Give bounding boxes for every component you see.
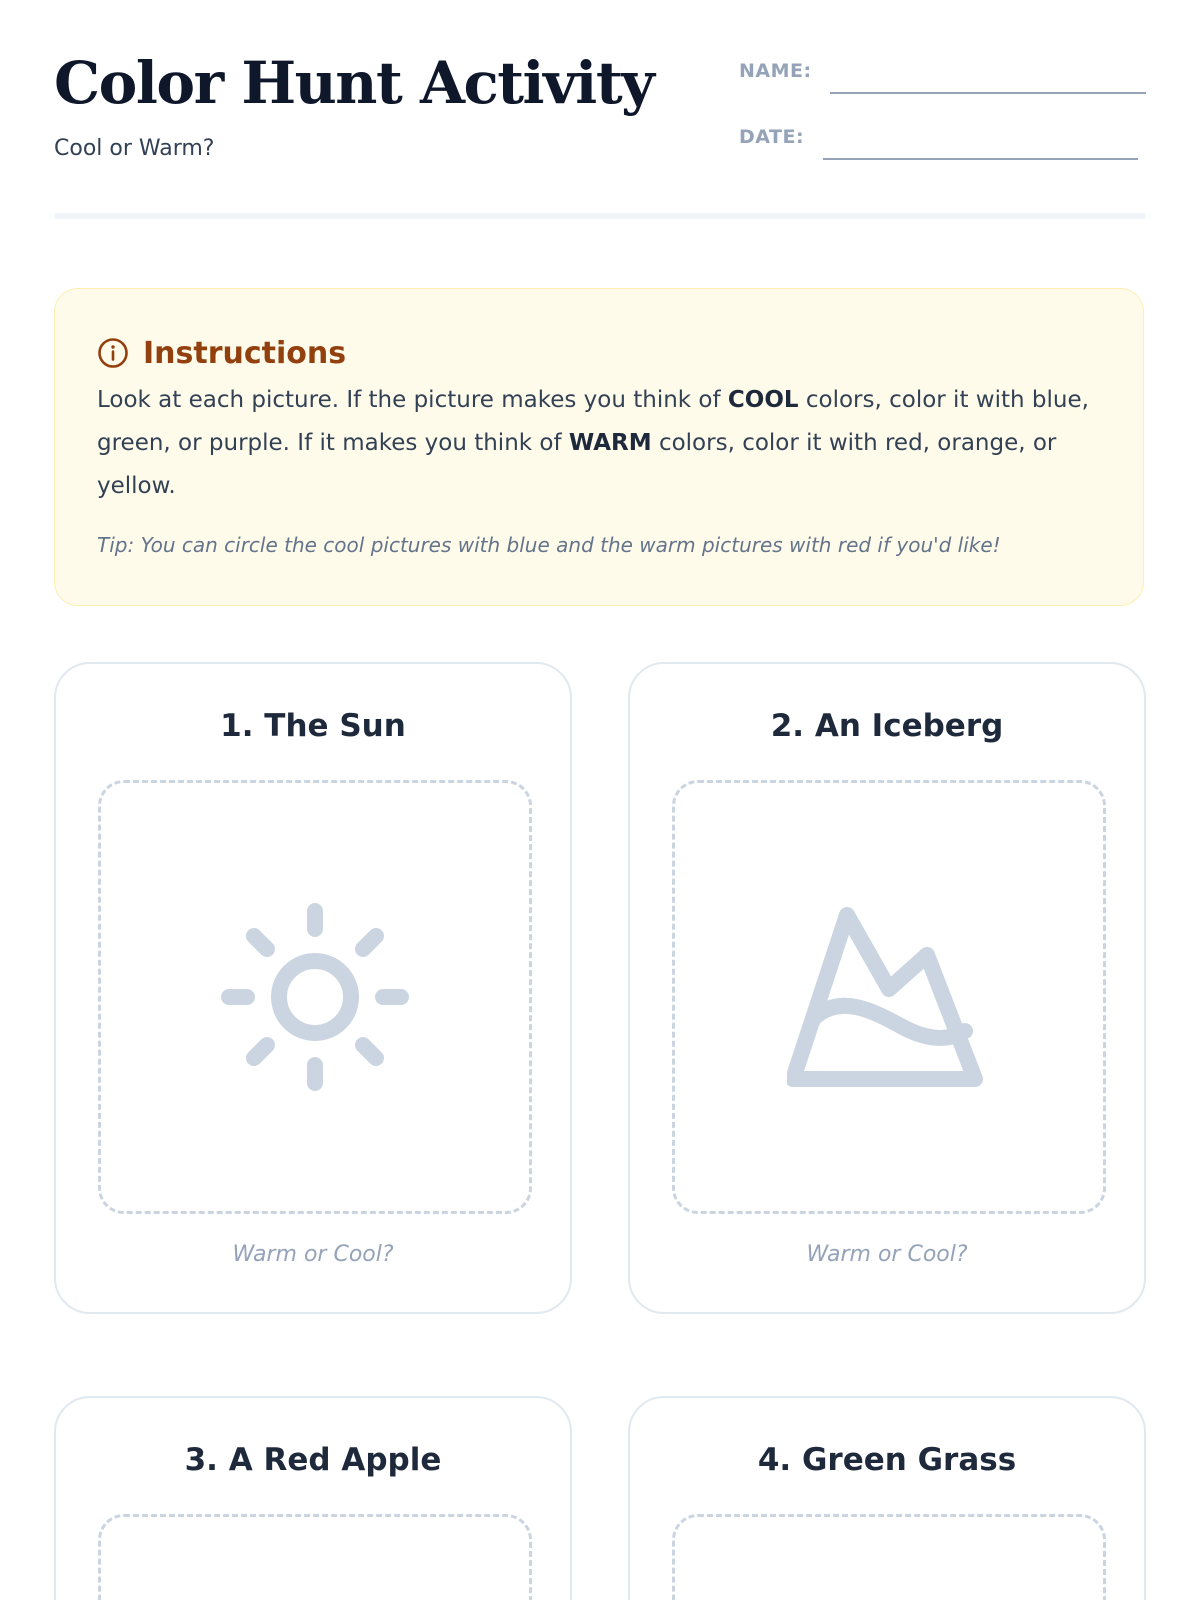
header-divider [54, 213, 1146, 219]
card-title: 4. Green Grass [757, 1442, 1017, 1478]
picture-card-iceberg [628, 662, 1146, 1314]
header [54, 0, 1146, 222]
date-field [739, 122, 1146, 162]
iceberg-icon [787, 895, 991, 1099]
instructions-header [97, 333, 346, 373]
coloring-area[interactable] [98, 780, 532, 1214]
picture-card-sun [54, 662, 572, 1314]
cool-word: COOL [727, 387, 799, 413]
date-label: DATE: [739, 126, 805, 148]
instructions-box [54, 288, 1144, 606]
info-icon [97, 337, 129, 369]
name-line [830, 92, 1146, 94]
picture-card-green-grass [628, 1396, 1146, 1600]
sun-icon [213, 895, 417, 1099]
instructions-tip: Tip: You can circle the cool pictures with blue and the warm pictures with red if you'd like! [97, 533, 1001, 557]
card-prompt: Warm or Cool? [232, 1242, 394, 1267]
coloring-area[interactable] [98, 1514, 532, 1600]
page-subtitle: Cool or Warm? [54, 136, 215, 161]
card-title: 2. An Iceberg [770, 708, 1004, 744]
coloring-area[interactable] [672, 1514, 1106, 1600]
instructions-text [97, 379, 1097, 508]
picture-card-red-apple [54, 1396, 572, 1600]
card-prompt: Warm or Cool? [806, 1242, 968, 1267]
worksheet-page [54, 0, 1146, 1600]
name-label: NAME: [739, 60, 812, 82]
card-title: 1. The Sun [220, 708, 406, 744]
instructions-text-part1: Look at each picture. If the picture makes you think of [97, 387, 728, 413]
card-title: 3. A Red Apple [184, 1442, 442, 1478]
date-line [823, 158, 1138, 160]
coloring-area[interactable] [672, 780, 1106, 1214]
page-title: Color Hunt Activity [54, 49, 654, 117]
instructions-text-part2: colors, color it with blue, green, or purple. If it makes you think of [97, 387, 1089, 456]
instructions-text-part3: colors, color it with red, orange, or yellow. [97, 430, 1057, 499]
warm-word: WARM [568, 430, 652, 456]
instructions-title: Instructions [143, 335, 347, 371]
name-field [739, 56, 1146, 96]
